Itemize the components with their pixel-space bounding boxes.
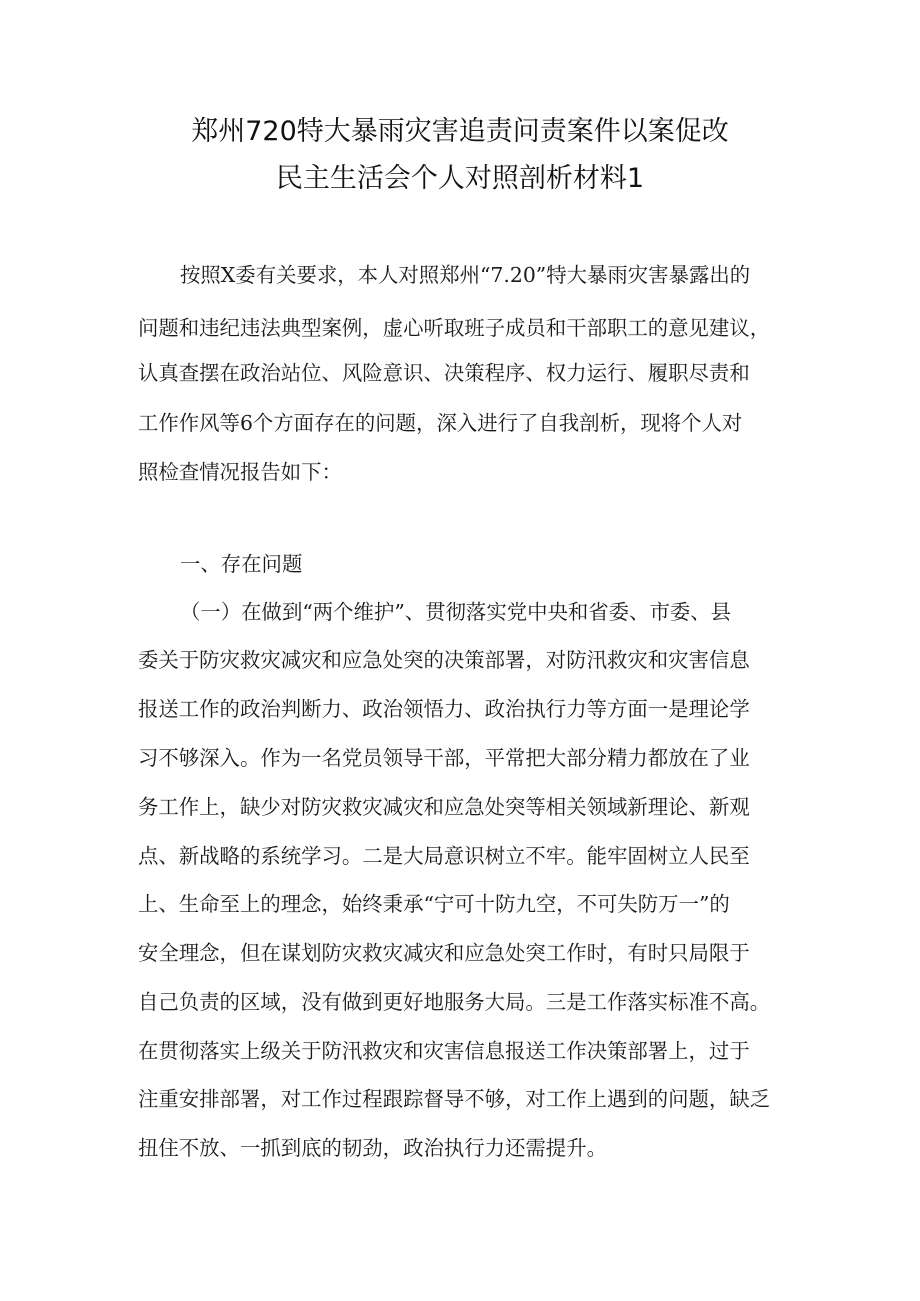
body-line: 安全理念，但在谋划防灾救灾减灾和应急处突工作时，有时只局限于 (138, 941, 750, 965)
body-line: 在贯彻落实上级关于防汛救灾和灾害信息报送工作决策部署上，过于 (138, 1039, 750, 1063)
intro-line: 认真查摆在政治站位、风险意识、决策程序、权力运行、履职尽责和 (138, 361, 750, 385)
body-line: 注重安排部署，对工作过程跟踪督导不够，对工作上遇到的问题，缺乏 (138, 1087, 771, 1111)
intro-line: 工作作风等6个方面存在的问题，深入进行了自我剖析，现将个人对 (138, 411, 743, 435)
body-line: 上、生命至上的理念，始终秉承“宁可十防九空，不可失防万一”的 (138, 892, 730, 916)
document-title-line-1: 郑州720特大暴雨灾害追责问责案件以案促改 (191, 116, 729, 147)
body-line: 委关于防灾救灾减灾和应急处突的决策部署，对防汛救灾和灾害信息 (138, 648, 750, 672)
intro-line: 照检查情况报告如下： (138, 460, 342, 484)
section-heading: 一、存在问题 (180, 552, 303, 576)
document-title-line-2: 民主生活会个人对照剖析材料1 (275, 163, 645, 194)
body-line: 点、新战略的系统学习。二是大局意识树立不牢。能牢固树立人民至 (138, 844, 750, 868)
intro-line: 问题和违纪违法典型案例，虚心听取班子成员和干部职工的意见建议， (138, 316, 771, 340)
body-line: 务工作上，缺少对防灾救灾减灾和应急处突等相关领域新理论、新观 (138, 795, 750, 819)
intro-line: 按照X委有关要求，本人对照郑州“7.20”特大暴雨灾害暴露出的 (180, 263, 751, 287)
body-line: 报送工作的政治判断力、政治领悟力、政治执行力等方面一是理论学 (138, 697, 750, 721)
body-line: （一）在做到“两个维护”、贯彻落实党中央和省委、市委、县 (180, 600, 732, 624)
body-line: 自己负责的区域，没有做到更好地服务大局。三是工作落实标准不高。 (138, 990, 771, 1014)
body-line: 扭住不放、一抓到底的韧劲，政治执行力还需提升。 (138, 1136, 607, 1160)
body-line: 习不够深入。作为一名党员领导干部，平常把大部分精力都放在了业 (138, 746, 750, 770)
